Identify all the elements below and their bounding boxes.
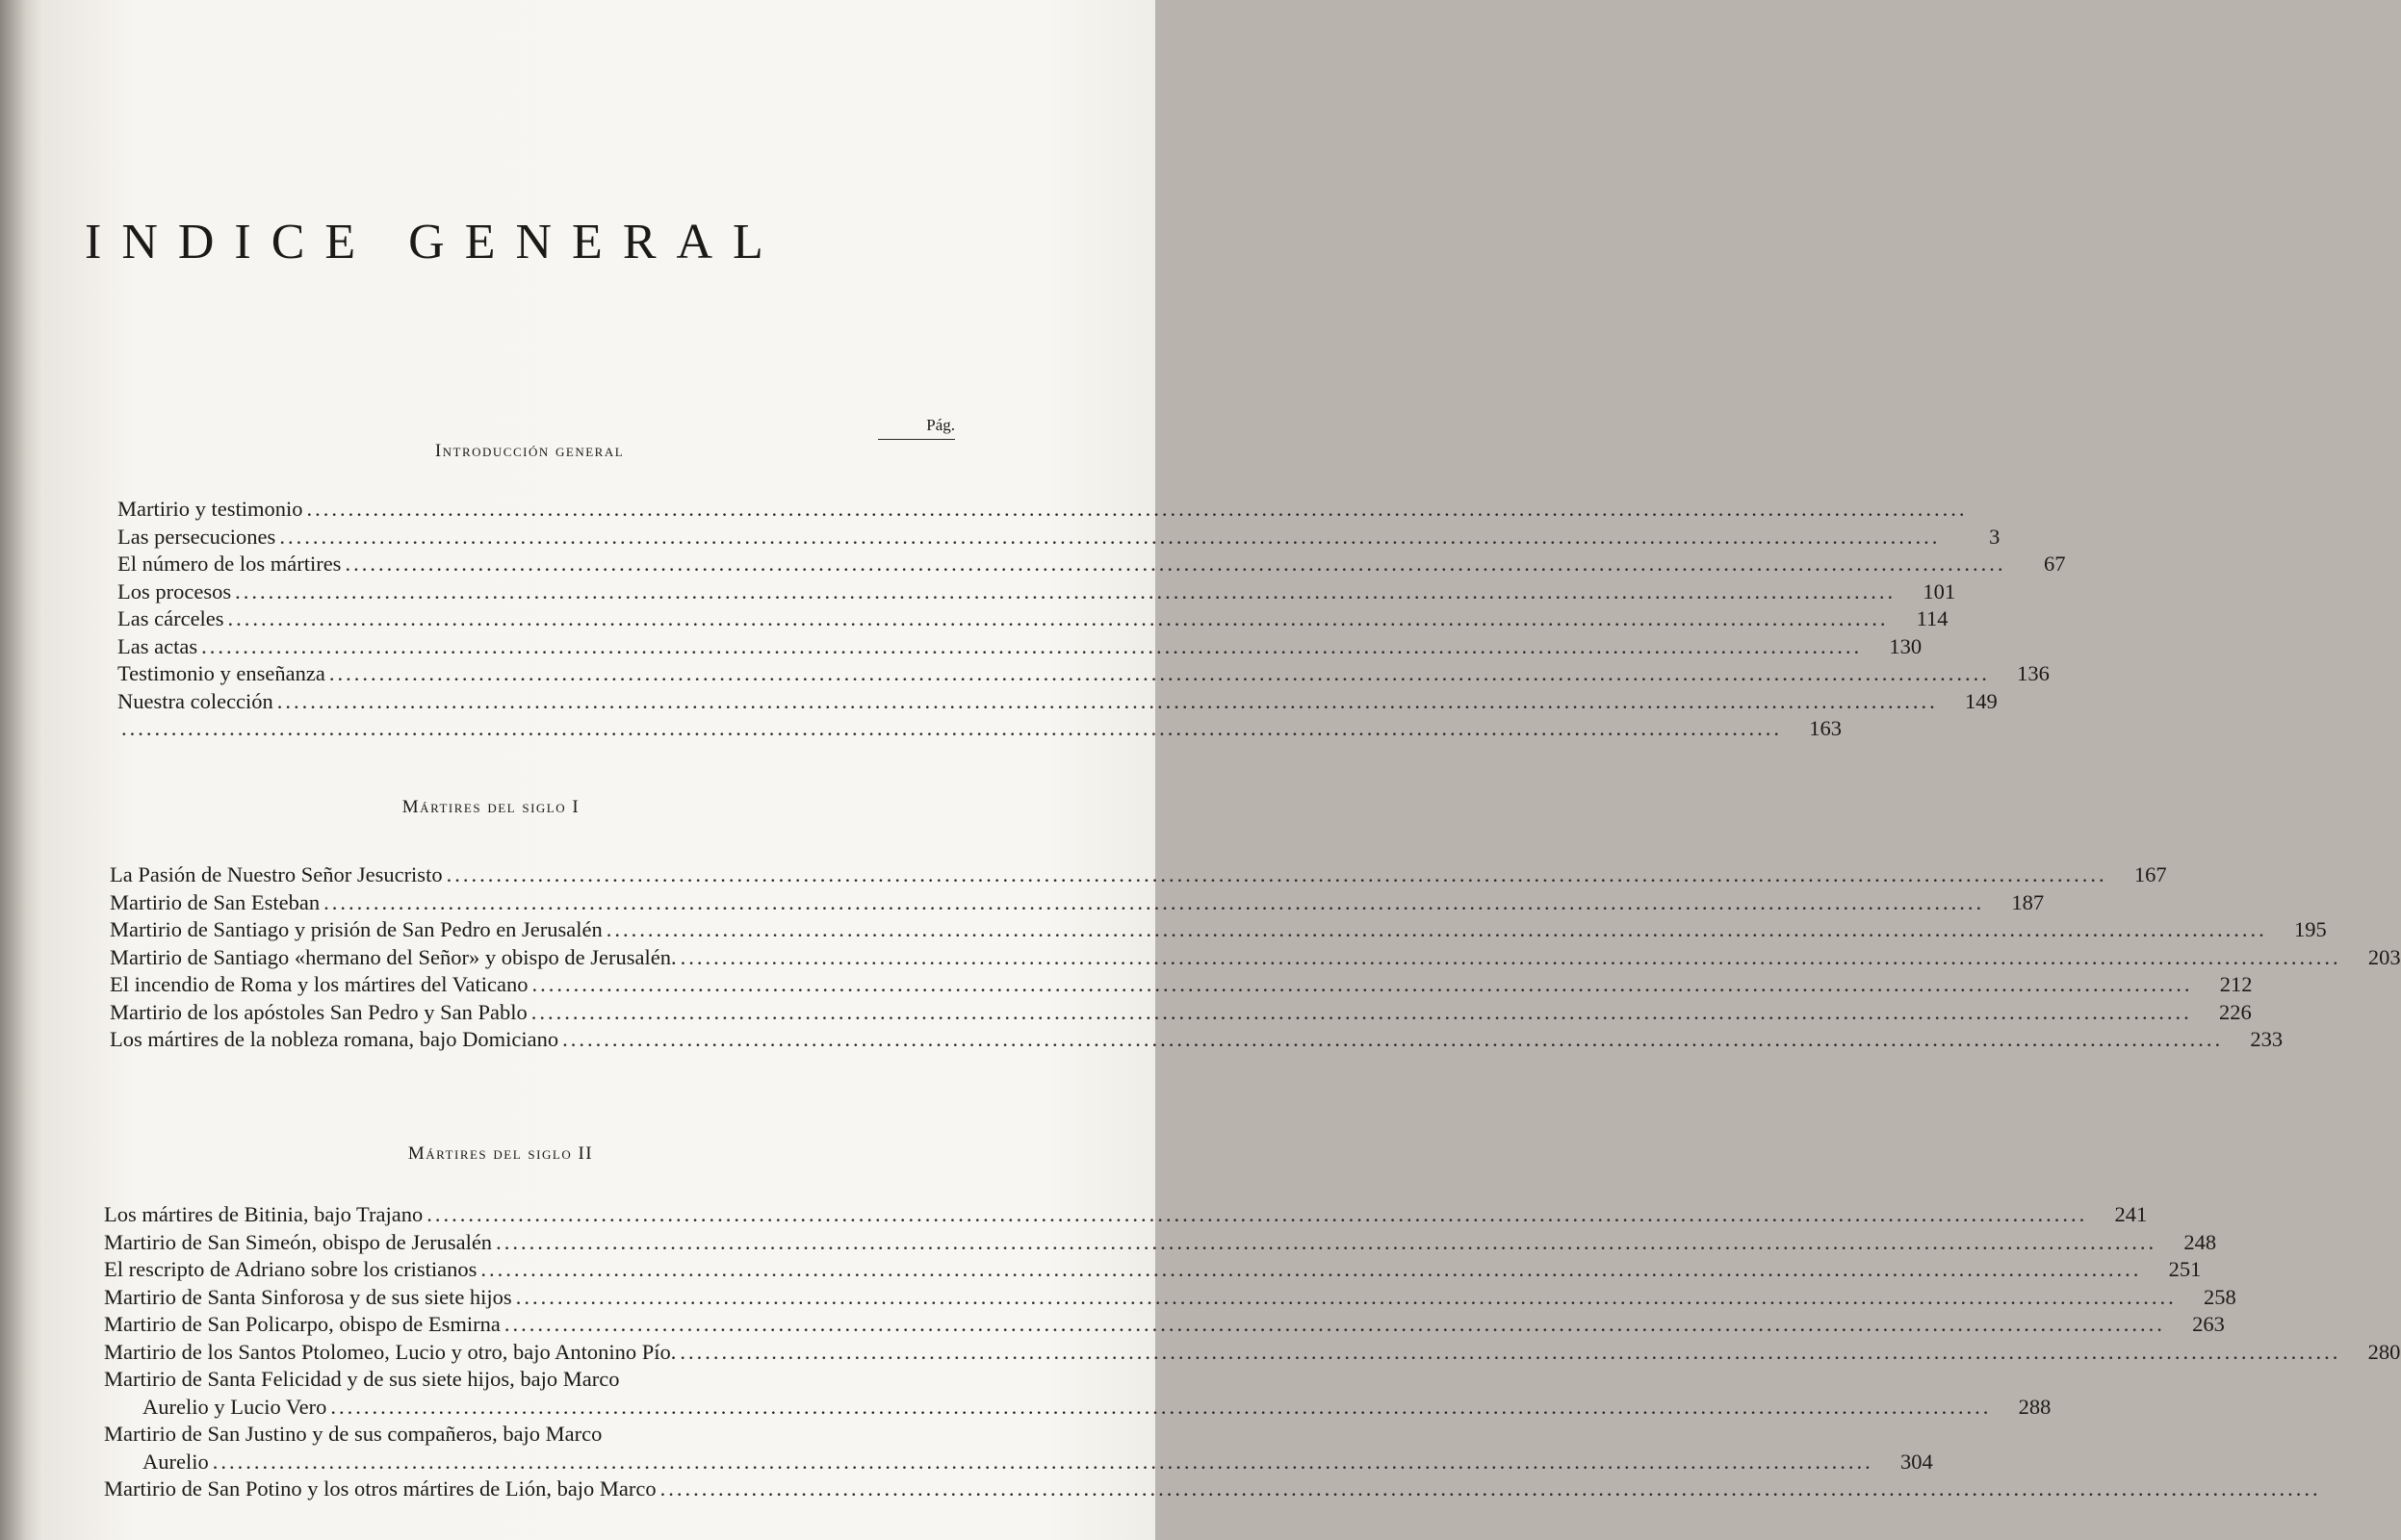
entry-title: El número de los mártires	[117, 552, 342, 576]
entry-page-number: 251	[2168, 1257, 2202, 1281]
leader-dots: ........................................................................................................................................................................................................	[659, 1476, 2321, 1501]
entry-continuation	[104, 1394, 2052, 1422]
leader-dots: ........................................................................................................................................................................................................	[279, 524, 1941, 549]
entry-title: Las actas	[117, 633, 198, 658]
entry-title: Testimonio y enseñanza	[117, 661, 325, 685]
index-entry[interactable]	[104, 1421, 1933, 1476]
leader-dots: ........................................................................................................................................................................................................	[276, 688, 1938, 713]
leader-dots: ........................................................................................................................................................................................................	[562, 1027, 2224, 1051]
section-heading-siglo-i: Mártires del siglo I	[401, 797, 581, 817]
leader-dots: ........................................................................................................................................................................................................	[680, 944, 2341, 969]
index-entry[interactable]	[110, 999, 2252, 1027]
entry-title: Las persecuciones	[117, 524, 276, 549]
index-entry[interactable]	[104, 1256, 2202, 1284]
entry-page-number: 195	[2294, 917, 2327, 941]
leader-dots: ........................................................................................................................................................................................................	[515, 1284, 2177, 1309]
index-entry[interactable]	[104, 1201, 2148, 1229]
section-entries-siglo-i	[110, 861, 2401, 1054]
index-entry[interactable]	[117, 578, 1956, 606]
entry-page-number: 136	[2017, 661, 2050, 685]
leader-dots: ........................................................................................................................................................................................................	[531, 972, 2193, 996]
leader-dots: ........................................................................................................................................................................................................	[323, 889, 1985, 914]
index-entry[interactable]	[104, 1366, 2052, 1421]
leader-dots: ........................................................................................................................................................................................................	[345, 552, 2006, 576]
leader-dots: ........................................................................................................................................................................................................	[606, 917, 2267, 941]
entry-title: La Pasión de Nuestro Señor Jesucristo	[110, 862, 443, 886]
index-entry[interactable]	[117, 605, 1949, 633]
index-entry[interactable]	[104, 1311, 2225, 1339]
entry-page-number: 3	[1989, 524, 2001, 549]
entry-page-number: 203	[2367, 944, 2401, 969]
entry-title: Martirio de los Santos Ptolomeo, Lucio y otro, bajo Antonino Pío.	[104, 1339, 677, 1364]
entry-title: Martirio de San Esteban	[110, 889, 321, 914]
entry-title: Los procesos	[117, 578, 232, 603]
entry-title-continued: Aurelio y Lucio Vero	[142, 1394, 327, 1419]
index-entry[interactable]	[110, 889, 2045, 917]
entry-page-number: 233	[2250, 1027, 2284, 1051]
leader-dots: ........................................................................................................................................................................................................	[201, 633, 1863, 658]
index-entry[interactable]	[117, 660, 2050, 688]
leader-dots: ........................................................................................................................................................................................................	[235, 578, 1897, 603]
section-entries-introduccion	[117, 496, 2066, 743]
entry-page-number: 187	[2011, 889, 2045, 914]
entry-page-number: 258	[2203, 1284, 2236, 1309]
entry-page-number: 114	[1916, 606, 1949, 630]
entry-title: El rescripto de Adriano sobre los cristianos	[104, 1257, 478, 1281]
entry-page-number: 67	[2043, 552, 2066, 576]
leader-dots: ........................................................................................................................................................................................................	[446, 862, 2107, 886]
entry-page-number: 288	[2018, 1394, 2052, 1419]
entry-title: Martirio de Santa Felicidad y de sus siete hijos, bajo Marco	[104, 1367, 620, 1391]
entry-continuation	[104, 1449, 1933, 1476]
index-entry[interactable]	[117, 551, 2066, 578]
index-entry[interactable]	[110, 861, 2167, 889]
page-title: INDICE GENERAL	[85, 215, 784, 270]
index-entry[interactable]	[110, 916, 2327, 944]
entry-page-number: 167	[2133, 862, 2167, 886]
section-heading-siglo-ii: Mártires del siglo II	[407, 1143, 594, 1164]
index-entry[interactable]	[117, 688, 1998, 716]
entry-title: El incendio de Roma y los mártires del Vaticano	[110, 972, 529, 996]
entry-title: Las cárceles	[117, 606, 224, 630]
leader-dots: ........................................................................................................................................................................................................	[121, 716, 1782, 740]
entry-title-continued: Aurelio	[142, 1449, 209, 1474]
index-entry[interactable]	[117, 496, 1968, 524]
leader-dots: ........................................................................................................................................................................................................	[496, 1229, 2157, 1254]
entry-title: Martirio de San Policarpo, obispo de Esmirna	[104, 1312, 501, 1336]
entry-page-number: 248	[2183, 1229, 2217, 1254]
entry-title: Los mártires de Bitinia, bajo Trajano	[104, 1202, 424, 1226]
page-column-label: Pág.	[878, 416, 955, 440]
leader-dots: ........................................................................................................................................................................................................	[680, 1339, 2341, 1364]
entry-title: Martirio de Santiago y prisión de San Pedro en Jerusalén	[110, 917, 603, 941]
entry-title: Los mártires de la nobleza romana, bajo Domiciano	[110, 1027, 559, 1051]
index-entry[interactable]	[110, 944, 2401, 972]
entry-title: Martirio de San Justino y de sus compañeros, bajo Marco	[104, 1422, 603, 1446]
entry-page-number: 212	[2219, 972, 2253, 996]
index-entry[interactable]	[104, 1339, 2401, 1367]
leader-dots: ........................................................................................................................................................................................................	[426, 1202, 2088, 1226]
entry-title: Martirio de San Potino y los otros mártires de Lión, bajo Marco	[104, 1476, 657, 1501]
section-entries-siglo-ii	[104, 1201, 2401, 1503]
entry-page-number: 280	[2367, 1339, 2401, 1364]
leader-dots: ........................................................................................................................................................................................................	[212, 1449, 1873, 1474]
index-entry[interactable]	[117, 715, 1842, 743]
index-entry[interactable]	[117, 633, 1923, 661]
leader-dots: ........................................................................................................................................................................................................	[330, 1394, 1992, 1419]
entry-page-number: 163	[1809, 716, 1842, 740]
entry-title: Martirio de los apóstoles San Pedro y San Pablo	[110, 999, 528, 1024]
leader-dots: ........................................................................................................................................................................................................	[306, 497, 1968, 521]
entry-page-number: 304	[1899, 1449, 1933, 1474]
leader-dots: ........................................................................................................................................................................................................	[328, 661, 1990, 685]
leader-dots: ........................................................................................................................................................................................................	[530, 999, 2192, 1024]
entry-title: Martirio de Santa Sinforosa y de sus siete hijos	[104, 1284, 512, 1309]
entry-title: Martirio y testimonio	[117, 497, 303, 521]
index-entry[interactable]	[117, 524, 2001, 552]
leader-dots: ........................................................................................................................................................................................................	[480, 1257, 2142, 1281]
entry-page-number: 149	[1965, 688, 1998, 713]
entry-page-number: 241	[2114, 1202, 2148, 1226]
entry-title: Martirio de Santiago «hermano del Señor» y obispo de Jerusalén.	[110, 944, 677, 969]
leader-dots: ........................................................................................................................................................................................................	[503, 1312, 2165, 1336]
entry-page-number: 130	[1889, 633, 1923, 658]
entry-title: Martirio de San Simeón, obispo de Jerusalén	[104, 1229, 493, 1254]
entry-page-number: 226	[2218, 999, 2252, 1024]
leader-dots: ........................................................................................................................................................................................................	[227, 606, 1889, 630]
entry-page-number: 101	[1923, 578, 1956, 603]
index-entry[interactable]	[104, 1284, 2236, 1312]
index-entry[interactable]	[104, 1229, 2217, 1257]
index-entry[interactable]	[104, 1476, 2321, 1503]
section-heading-introduccion: Introducción general	[434, 441, 625, 461]
index-entry[interactable]	[110, 971, 2253, 999]
index-entry[interactable]	[110, 1026, 2284, 1054]
entry-page-number: 263	[2192, 1312, 2225, 1336]
entry-title: Nuestra colección	[117, 688, 273, 713]
